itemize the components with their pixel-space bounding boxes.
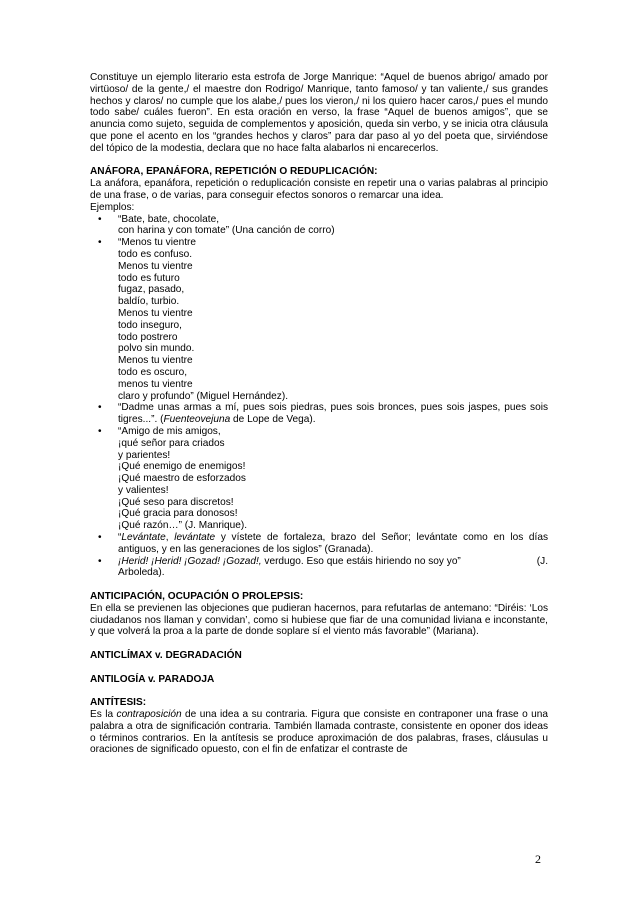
verse-line: ¡qué señor para criados (118, 437, 225, 449)
example-text-tail: y vístete de fortaleza, brazo del Señor; levántate como en los días antiguos, y en las generaciones de los siglos” (Granada). (118, 532, 549, 555)
verse-line: “Menos tu vientre (118, 237, 196, 249)
example-text (118, 532, 548, 556)
example-item (90, 214, 548, 238)
verse-line: Menos tu vientre (118, 307, 193, 319)
section-heading-antilogia: ANTILOGÍA v. PARADOJA (90, 673, 215, 685)
section-antitesis (90, 697, 548, 756)
italic-term: contraposición (116, 709, 182, 721)
document-page (90, 72, 548, 756)
example-text-tail: de Lope de Vega). (230, 414, 316, 426)
bullet-icon: • (98, 555, 102, 567)
example-item (90, 402, 548, 426)
section-heading-anticipacion: ANTICIPACIÓN, OCUPACIÓN O PROLEPSIS: (90, 591, 304, 603)
bullet-icon: • (98, 213, 102, 225)
verse-line: ¡Qué maestro de esforzados (118, 473, 246, 485)
anafora-definition: La anáfora, epanáfora, repetición o reduplicación consiste en repetir una o varias palabras al principio de una frase, o de varias, para conseguir efectos sonoros o remarcar una idea. (90, 178, 548, 201)
work-title: Fuenteovejuna (163, 414, 231, 426)
bullet-icon: • (98, 425, 102, 437)
example-item (90, 237, 548, 402)
verse-line: todo es confuso. (118, 248, 193, 260)
example-text (118, 402, 548, 426)
verse-line: ¡Qué enemigo de enemigos! (118, 461, 246, 473)
examples-list (90, 214, 548, 580)
author-ref: (J. (536, 555, 548, 567)
antitesis-text (90, 709, 548, 756)
verse-line: Menos tu vientre (118, 355, 193, 367)
spacer (90, 638, 548, 650)
examples-label: Ejemplos: (90, 201, 135, 213)
spacer (90, 579, 548, 591)
italic-word: Levántate (121, 532, 166, 544)
anticipacion-text: En ella se previenen las objeciones que pudieran hacernos, para refutarlas de antemano: “Diréis: ‘Los ciudadanos nos llaman y convidan’, como si hubiese que fiar de una comunidad liviana e inconstante, y que volverá la proa a la parte de donde soplare sí el viento más favorable” (Mariana). (90, 602, 548, 638)
italic-phrase: ¡Herid! ¡Herid! ¡Gozad! ¡Gozad!, (118, 555, 262, 567)
section-anafora (90, 166, 548, 579)
verse-line: con harina y con tomate” (Una canción de corro) (118, 225, 335, 237)
verse-line: ¡Qué razón…” (J. Manrique). (118, 520, 248, 532)
antitesis-tail: de una idea a su contraria. Figura que consiste en contraponer una frase o una palabra a otra de significación contraria. También llamada contraste, consistente en oponer dos ideas o términos contrarios. En la antítesis se produce aproximación de dos palabras, frases, cláusulas u oraciones de significado opuesto, con el fin de enfatizar el contraste de (90, 709, 548, 756)
verse-line: fugaz, pasado, (118, 284, 185, 296)
verse-line: y valientes! (118, 484, 169, 496)
verse-line: baldío, turbio. (118, 296, 180, 308)
intro-paragraph: Constituye un ejemplo literario esta estrofa de Jorge Manrique: “Aquel de buenos abrigo/ amado por virtüoso/ de la gente,/ el maestre don Rodrigo/ Manrique, tanto famoso/ y tan valiente,/ sus grandes hechos y claros/ no cumple que los alabe,/ pues los vieron,/ ni los quiero hacer caros,/ pues el mundo todo sabe/ cuáles fueron”. En esta oración en verso, la frase “Aquel de buenos amigos”, que se anuncia como sujeto, seguida de complementos y aposición, queda sin verbo, y se inicia otra cláusula que pone el acento en los “grandes hechos y claros” para dar paso al yo del poeta que, sirviéndose del tópico de la modestia, declara que no hace falta alabarlos ni encarecerlos. (90, 72, 548, 154)
author-ref: Arboleda). (118, 567, 165, 579)
antitesis-lead: Es la (90, 709, 117, 721)
spacer (90, 155, 548, 167)
verse-line: todo postrero (118, 331, 178, 343)
section-heading-antitesis: ANTÍTESIS: (90, 697, 147, 709)
bullet-icon: • (98, 402, 102, 414)
example-item (90, 556, 548, 580)
example-item (90, 532, 548, 556)
verse-line: “Amigo de mis amigos, (118, 425, 221, 437)
section-heading-anticlimax: ANTICLÍMAX v. DEGRADACIÓN (90, 650, 242, 662)
bullet-icon: • (98, 237, 102, 249)
verse-line: todo es oscuro, (118, 366, 188, 378)
verse-line: y parientes! (118, 449, 171, 461)
verse-line: “Bate, bate, chocolate, (118, 213, 220, 225)
page-number: 2 (535, 852, 541, 866)
open-quote: “ (118, 532, 122, 544)
verse-line: todo inseguro, (118, 319, 182, 331)
verse-line: todo es futuro (118, 272, 180, 284)
spacer (90, 662, 548, 674)
bullet-icon: • (98, 532, 102, 544)
example-text-tail: verdugo. Eso que estáis hiriendo no soy yo” (261, 555, 461, 567)
verse-line: ¡Qué gracia para donosos! (118, 508, 238, 520)
verse-line: polvo sin mundo. (118, 343, 195, 355)
example-text-lead: “Dadme unas armas a mí, pues sois piedras, pues sois bronces, pues sois jaspes, pues sois tigres...”. ( (118, 402, 548, 426)
example-text (118, 556, 548, 568)
verse-line: claro y profundo” (Miguel Hernández). (118, 390, 288, 402)
separator: , (165, 532, 175, 544)
spacer (90, 685, 548, 697)
example-item (90, 426, 548, 532)
section-anticipacion (90, 591, 548, 638)
verse-line: ¡Qué seso para discretos! (118, 496, 234, 508)
verse-line: menos tu vientre (118, 378, 193, 390)
italic-word: levántate (174, 532, 216, 544)
verse-line: Menos tu vientre (118, 260, 193, 272)
section-heading-anafora: ANÁFORA, EPANÁFORA, REPETICIÓN O REDUPLICACIÓN: (90, 166, 378, 178)
